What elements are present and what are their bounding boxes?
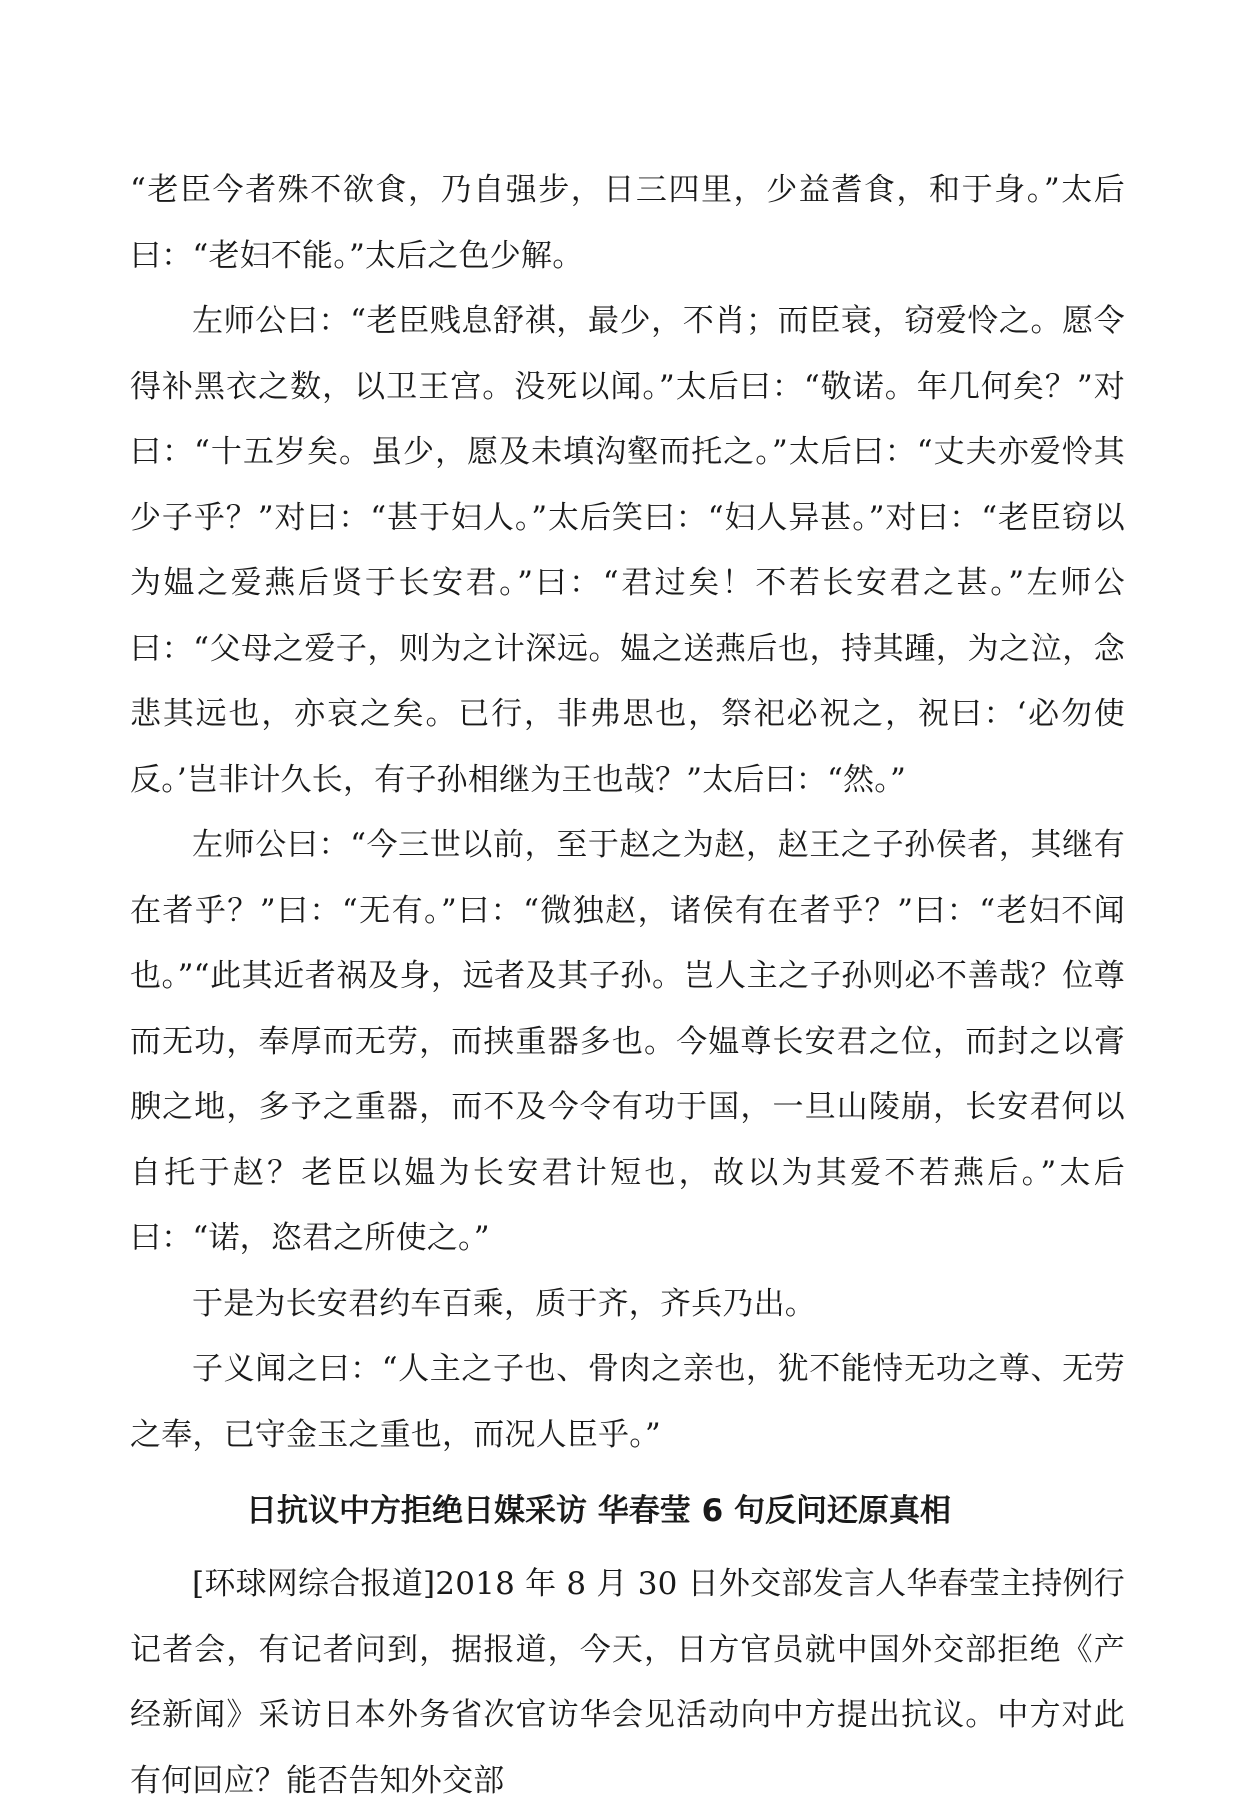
paragraph-shu-qi: 左师公曰：“老臣贱息舒祺，最少，不肖；而臣衰，窃爱怜之。愿令得补黑衣之数，以卫王宫。没死以闻。”太后曰：“敬诺。年几何矣？”对曰：“十五岁矣。虽少，愿及未填沟壑而托之。”太后曰：“丈夫亦爱怜其少子乎？”对曰：“甚于妇人。”太后笑曰：“妇人异甚。”对曰：“老臣窃以为媪之爱燕后贤于长安君。”曰：“君过矣！不若长安君之甚。”左师公曰：“父母之爱子，则为之计深远。媪之送燕后也，持其踵，为之泣，念悲其远也，亦哀之矣。已行，非弗思也，祭祀必祝之，祝曰：‘必勿使反。’岂非计久长，有子孙相继为王也哉？”太后曰：“然。” — [130, 303, 1125, 798]
paragraph-opening: “老臣今者殊不欲食，乃自强步，日三四里，少益耆食，和于身。”太后曰：“老妇不能。”太后之色少解。 — [130, 172, 1125, 274]
paragraph-ziyi: 子义闻之曰：“人主之子也、骨肉之亲也，犹不能恃无功之尊、无劳之奉，已守金玉之重也，而况人臣乎。” — [130, 1351, 1125, 1453]
news-heading: 日抗议中方拒绝日媒采访 华春莹 6 句反问还原真相 — [246, 1493, 951, 1529]
paragraph-three-generations: 左师公曰：“今三世以前，至于赵之为赵，赵王之子孙侯者，其继有在者乎？”曰：“无有。”曰：“微独赵，诸侯有在者乎？”曰：“老妇不闻也。”“此其近者祸及身，远者及其子孙。岂人主之子孙则必不善哉？位尊而无功，奉厚而无劳，而挟重器多也。今媪尊长安君之位，而封之以膏腴之地，多予之重器，而不及今令有功于国，一旦山陵崩，长安君何以自托于赵？老臣以媪为长安君计短也，故以为其爱不若燕后。”太后曰：“诺，恣君之所使之。” — [130, 827, 1125, 1256]
paragraph-news: [环球网综合报道]2018 年 8 月 30 日外交部发言人华春莹主持例行记者会，有记者问到，据报道，今天，日方官员就中国外交部拒绝《产经新闻》采访日本外务省次官访华会见活动向中方提出抗议。中方对此有何回应？能否告知外交部 — [130, 1566, 1125, 1799]
document-page — [130, 158, 1125, 1814]
paragraph-hostage: 于是为长安君约车百乘，质于齐，齐兵乃出。 — [192, 1285, 816, 1322]
